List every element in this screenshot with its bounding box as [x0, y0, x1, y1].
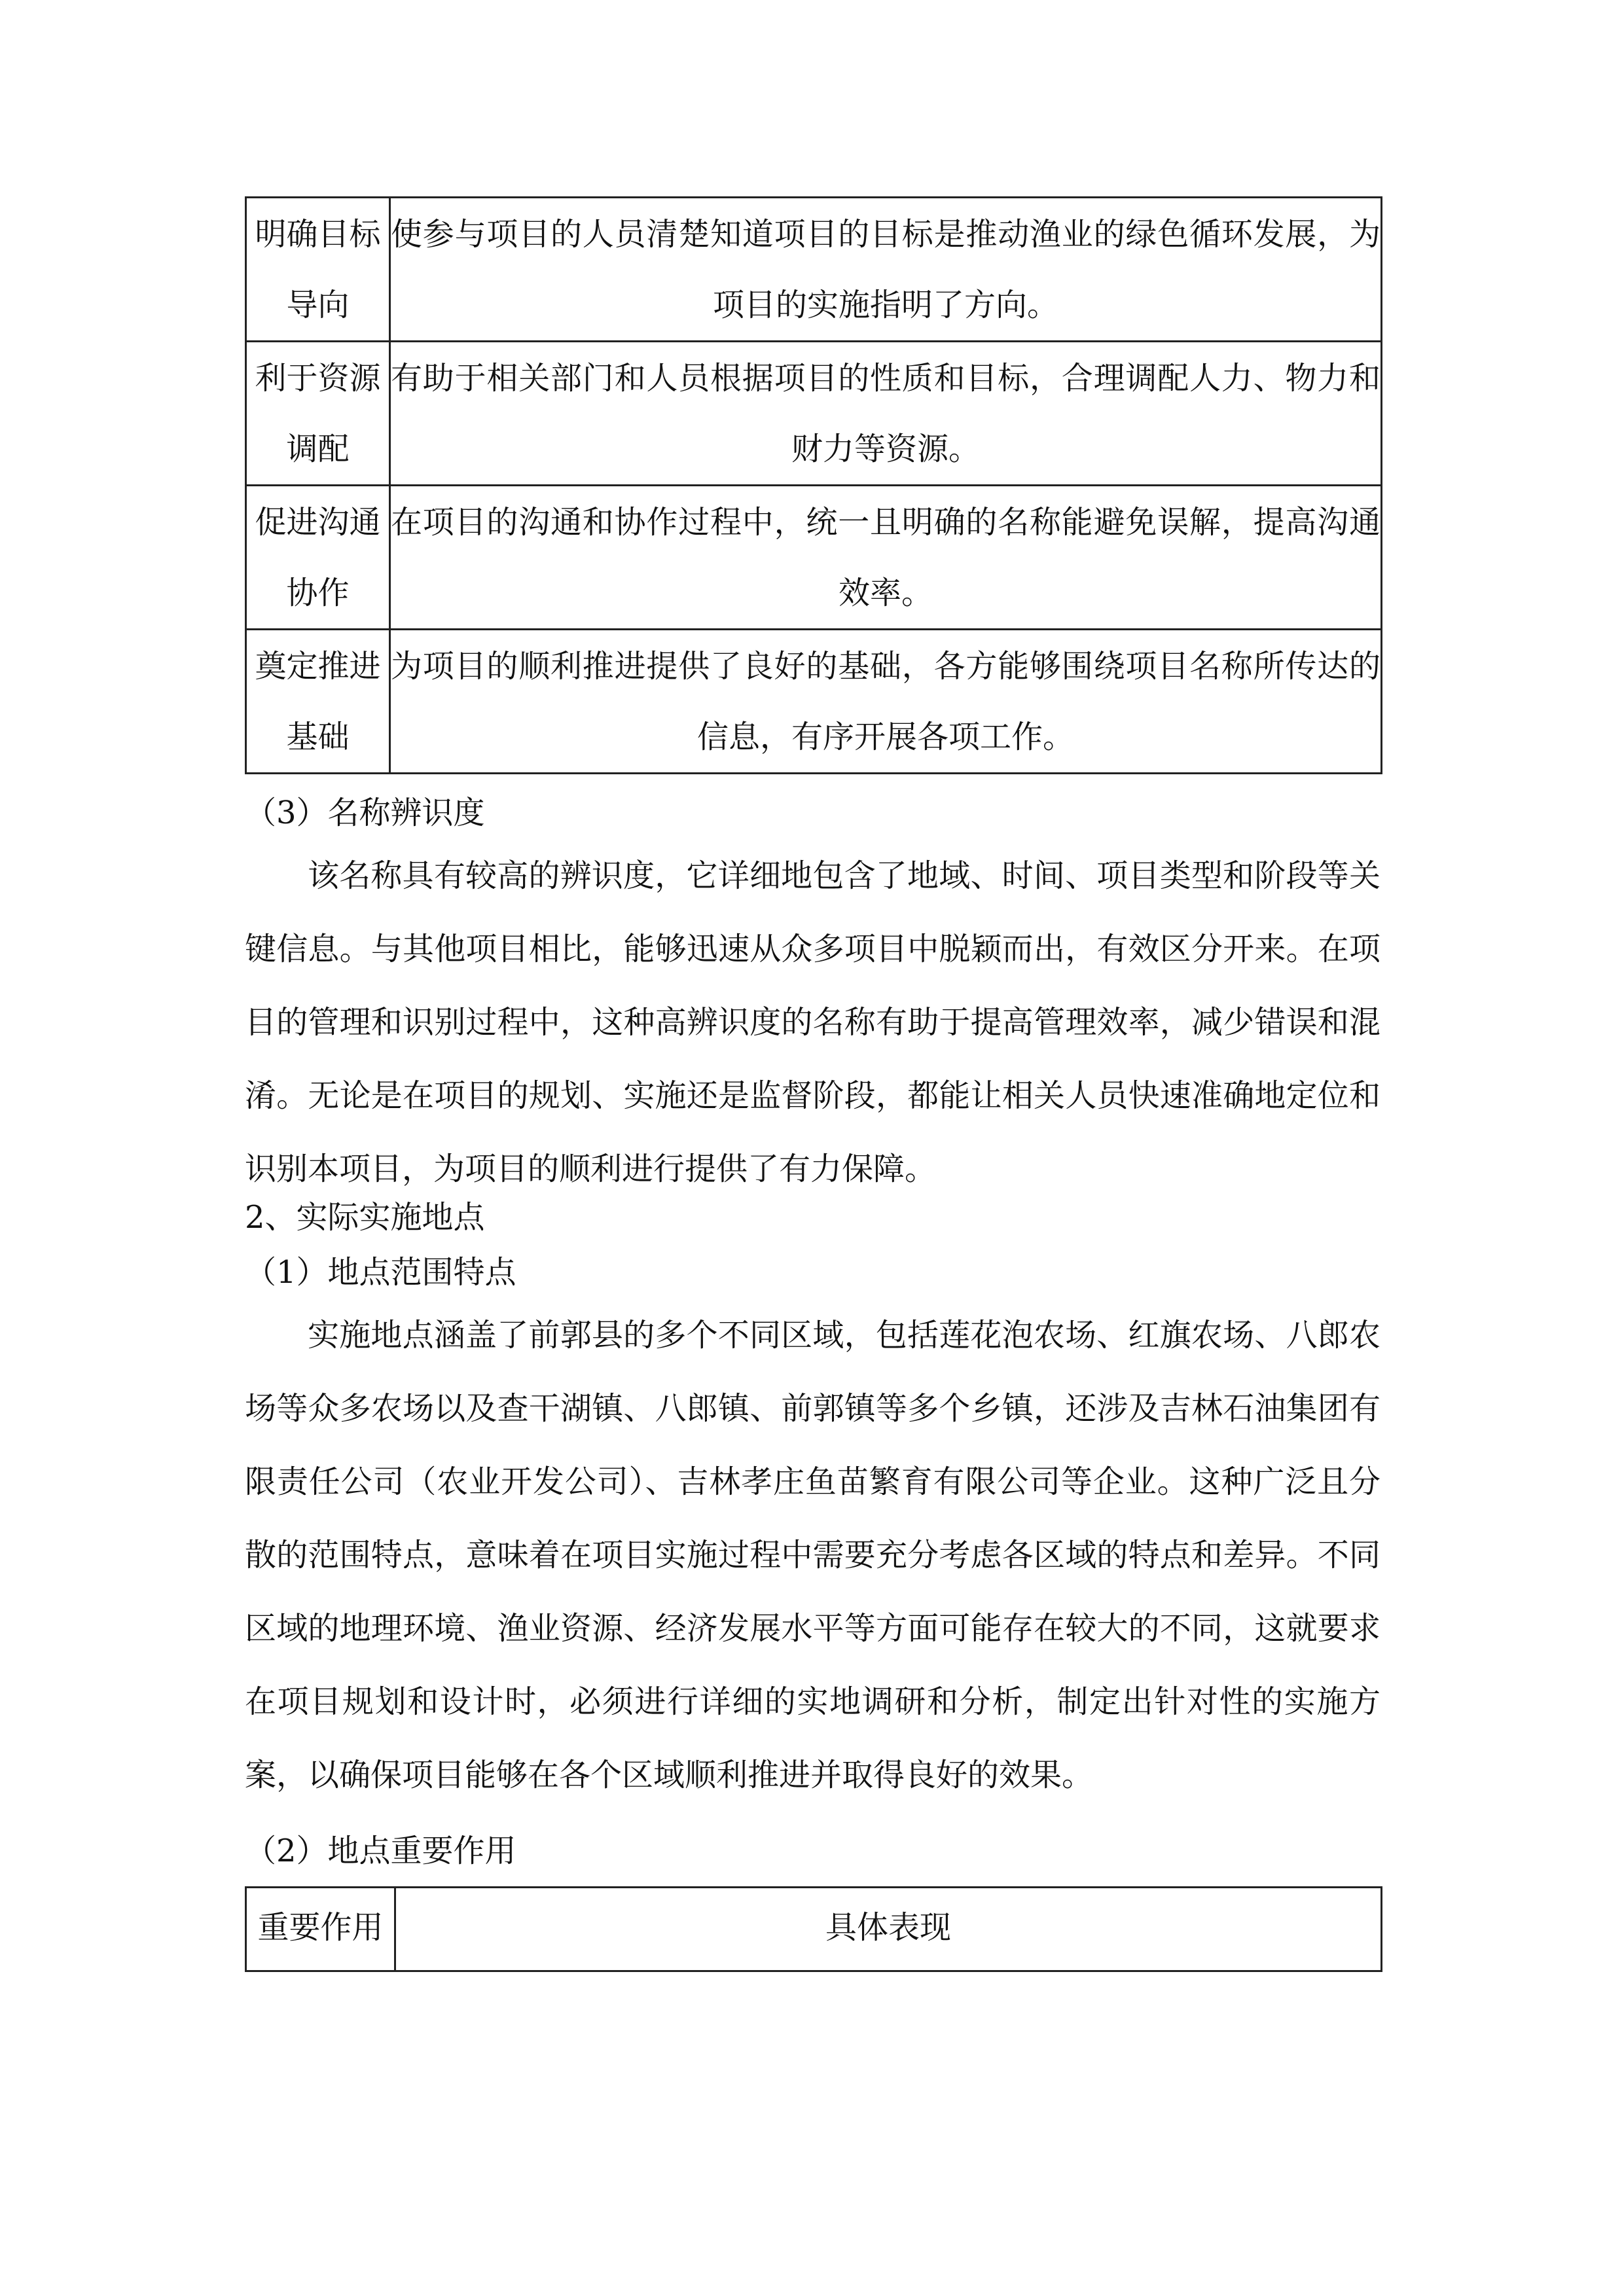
- table-row-text: 有助于相关部门和人员根据项目的性质和目标，合理调配人力、物力和财力等资源。: [390, 342, 1382, 486]
- table-row-text: 在项目的沟通和协作过程中，统一且明确的名称能避免误解，提高沟通效率。: [390, 486, 1382, 630]
- table-row: [246, 630, 1382, 774]
- subsection-heading-importance: （2）地点重要作用: [245, 1833, 516, 1869]
- table-row-label: 明确目标导向: [246, 198, 390, 342]
- project-name-role-table: [245, 196, 1382, 774]
- table-row-text: 为项目的顺利推进提供了良好的基础，各方能够围绕项目名称所传达的信息，有序开展各项工作。: [390, 630, 1382, 774]
- table-header-row: [246, 1888, 1382, 1971]
- table-row: [246, 198, 1382, 342]
- table-row-text: 使参与项目的人员清楚知道项目的目标是推动渔业的绿色循环发展，为项目的实施指明了方向。: [390, 198, 1382, 342]
- table-header-role: 重要作用: [246, 1888, 395, 1971]
- table-row-label: 促进沟通协作: [246, 486, 390, 630]
- table-row-label: 利于资源调配: [246, 342, 390, 486]
- table-row-label: 奠定推进基础: [246, 630, 390, 774]
- section-heading-name-recognition: （3）名称辨识度: [245, 795, 485, 831]
- table-header-details: 具体表现: [395, 1888, 1382, 1971]
- table-row: [246, 342, 1382, 486]
- table-row: [246, 486, 1382, 630]
- paragraph-name-recognition: 该名称具有较高的辨识度，它详细地包含了地域、时间、项目类型和阶段等关键信息。与其他项目相比，能够迅速从众多项目中脱颖而出，有效区分开来。在项目的管理和识别过程中，这种高辨识度的名称有助于提高管理效率，减少错误和混淆。无论是在项目的规划、实施还是监督阶段，都能让相关人员快速准确地定位和识别本项目，为项目的顺利进行提供了有力保障。: [245, 857, 1380, 1187]
- subsection-heading-scope: （1）地点范围特点: [245, 1254, 516, 1291]
- section-heading-location: 2、实际实施地点: [245, 1199, 485, 1236]
- paragraph-location-scope: 实施地点涵盖了前郭县的多个不同区域，包括莲花泡农场、红旗农场、八郎农场等众多农场以及查干湖镇、八郎镇、前郭镇等多个乡镇，还涉及吉林石油集团有限责任公司（农业开发公司）、吉林孝庄鱼苗繁育有限公司等企业。这种广泛且分散的范围特点，意味着在项目实施过程中需要充分考虑各区域的特点和差异。不同区域的地理环境、渔业资源、经济发展水平等方面可能存在较大的不同，这就要求在项目规划和设计时，必须进行详细的实地调研和分析，制定出针对性的实施方案，以确保项目能够在各个区域顺利推进并取得良好的效果。: [245, 1317, 1380, 1793]
- location-importance-table: [245, 1886, 1382, 1972]
